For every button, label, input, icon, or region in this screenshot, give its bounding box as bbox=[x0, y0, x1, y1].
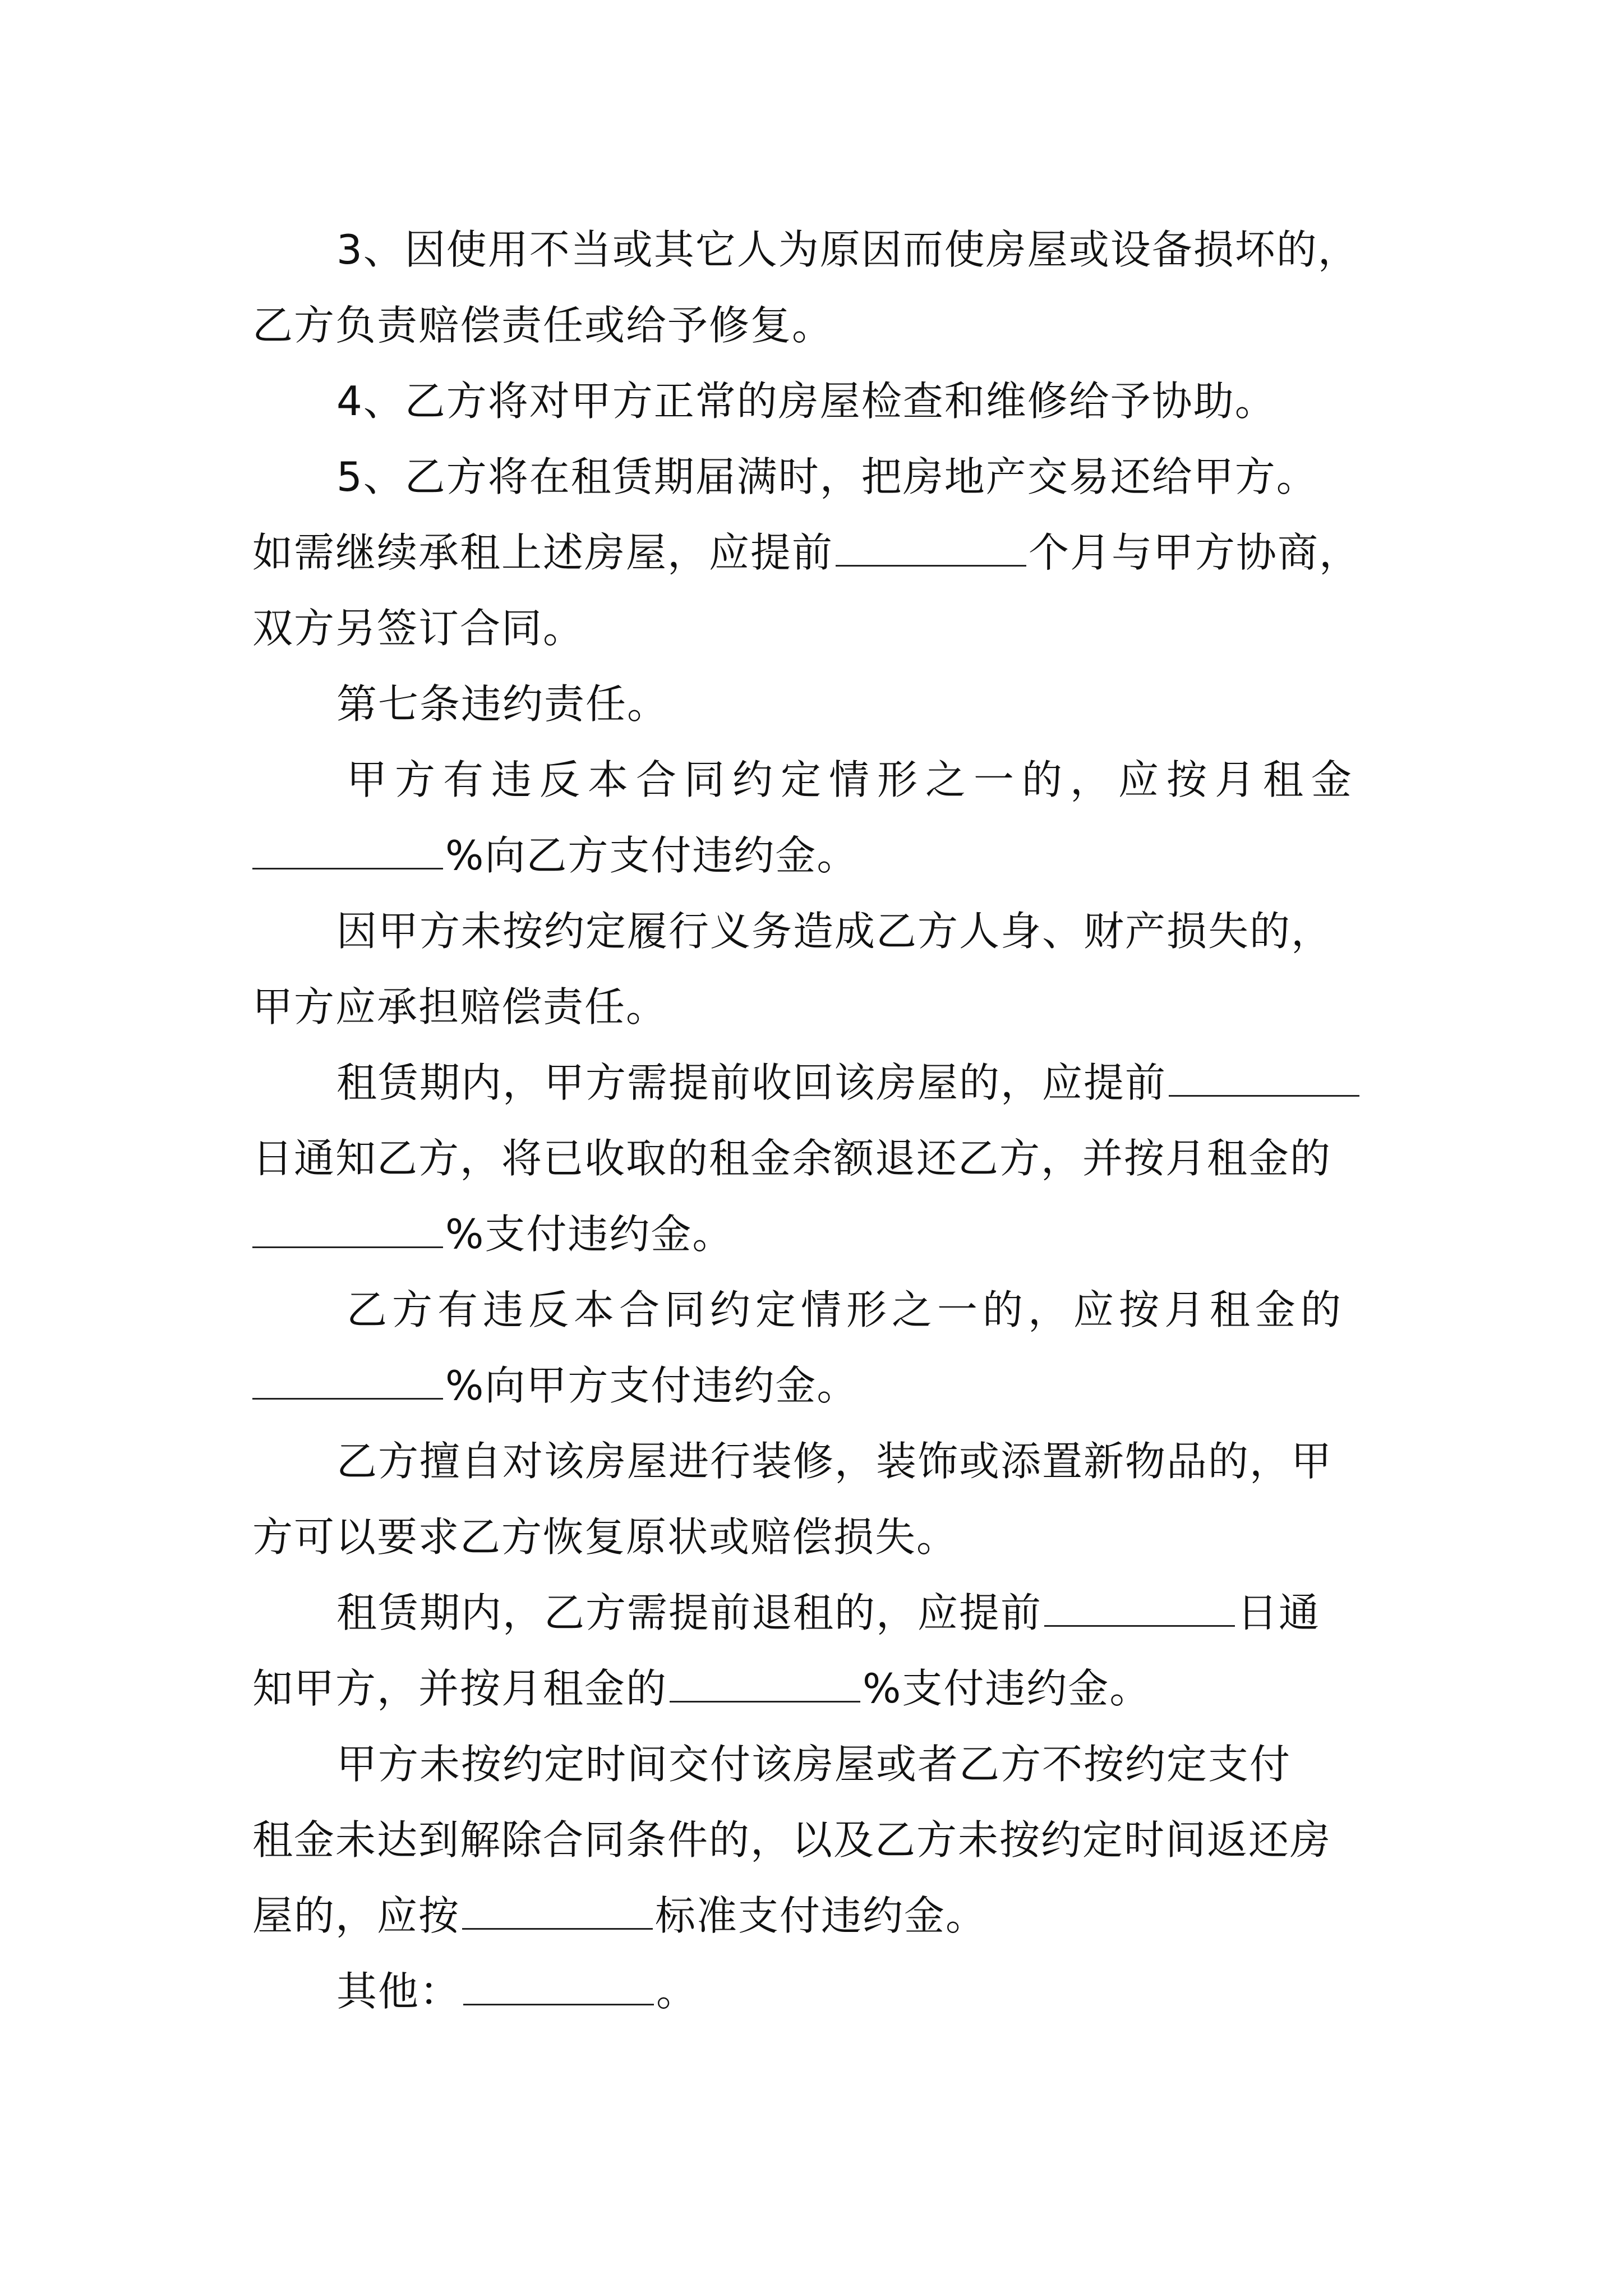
fill-in-blank bbox=[1169, 1060, 1359, 1097]
line-text: 租赁期内，甲方需提前收回该房屋的，应提前 bbox=[336, 1059, 1167, 1106]
line-text: 屋的，应按 bbox=[252, 1892, 460, 1939]
line-text: 其他： bbox=[336, 1968, 462, 2015]
paragraph-line-8: 甲方有违反本合同约定情形之一的，应按月租金 bbox=[347, 756, 1360, 803]
line-text: 个月与甲方协商， bbox=[1029, 529, 1361, 576]
line-text: %支付违约金。 bbox=[445, 1211, 734, 1258]
fill-in-blank bbox=[462, 1893, 653, 1930]
line-text: 。 bbox=[656, 1968, 698, 2015]
fill-in-blank bbox=[670, 1666, 860, 1703]
paragraph-line-14 bbox=[252, 1206, 1396, 1262]
paragraph-line-17: 乙方擅自对该房屋进行装修，装饰或添置新物品的，甲 bbox=[336, 1438, 1333, 1485]
paragraph-line-10: 因甲方未按约定履行义务造成乙方人身、财产损失的， bbox=[336, 908, 1333, 955]
fill-in-blank bbox=[252, 1363, 443, 1400]
paragraph-line-11: 甲方应承担赔偿责任。 bbox=[252, 983, 668, 1030]
line-text: %支付违约金。 bbox=[863, 1665, 1151, 1712]
fill-in-blank bbox=[1044, 1590, 1235, 1627]
paragraph-line-24 bbox=[336, 1963, 1481, 2019]
paragraph-line-20 bbox=[252, 1660, 1396, 1717]
paragraph-line-18: 方可以要求乙方恢复原状或赔偿损失。 bbox=[252, 1513, 958, 1561]
line-text: 日通 bbox=[1237, 1589, 1321, 1636]
fill-in-blank bbox=[836, 530, 1026, 567]
line-text: 知甲方，并按月租金的 bbox=[252, 1665, 668, 1712]
paragraph-line-3: 4、乙方将对甲方正常的房屋检查和维修给予协助。 bbox=[336, 378, 1276, 425]
paragraph-line-16 bbox=[252, 1358, 1396, 1414]
line-text: %向甲方支付违约金。 bbox=[445, 1362, 859, 1409]
fill-in-blank bbox=[252, 833, 443, 869]
line-text: 标准支付违约金。 bbox=[655, 1892, 988, 1939]
paragraph-line-5 bbox=[252, 524, 1396, 581]
paragraph-line-22: 租金未达到解除合同条件的，以及乙方未按约定时间返还房 bbox=[252, 1816, 1332, 1864]
section-heading: 第七条违约责任。 bbox=[336, 680, 669, 728]
paragraph-line-13: 日通知乙方，将已收取的租金余额退还乙方，并按月租金的 bbox=[252, 1135, 1332, 1182]
fill-in-blank bbox=[463, 1969, 654, 2005]
fill-in-blank bbox=[252, 1212, 443, 1248]
paragraph-line-19 bbox=[336, 1585, 1481, 1641]
paragraph-line-4: 5、乙方将在租赁期届满时，把房地产交易还给甲方。 bbox=[336, 453, 1318, 500]
line-text: %向乙方支付违约金。 bbox=[445, 832, 859, 879]
paragraph-line-6: 双方另签订合同。 bbox=[252, 605, 585, 652]
line-text: 如需继续承租上述房屋，应提前 bbox=[252, 529, 834, 576]
paragraph-line-12 bbox=[336, 1055, 1481, 1111]
line-text: 租赁期内，乙方需提前退租的，应提前 bbox=[336, 1589, 1043, 1636]
paragraph-line-15: 乙方有违反本合同约定情形之一的，应按月租金的 bbox=[347, 1286, 1347, 1333]
paragraph-line-1: 3、因使用不当或其它人为原因而使房屋或设备损坏的， bbox=[336, 226, 1359, 273]
paragraph-line-23 bbox=[252, 1888, 1396, 1944]
paragraph-line-2: 乙方负责赔偿责任或给予修复。 bbox=[252, 302, 834, 349]
paragraph-line-21: 甲方未按约定时间交付该房屋或者乙方不按约定支付 bbox=[336, 1741, 1292, 1788]
paragraph-line-9 bbox=[252, 827, 1396, 884]
